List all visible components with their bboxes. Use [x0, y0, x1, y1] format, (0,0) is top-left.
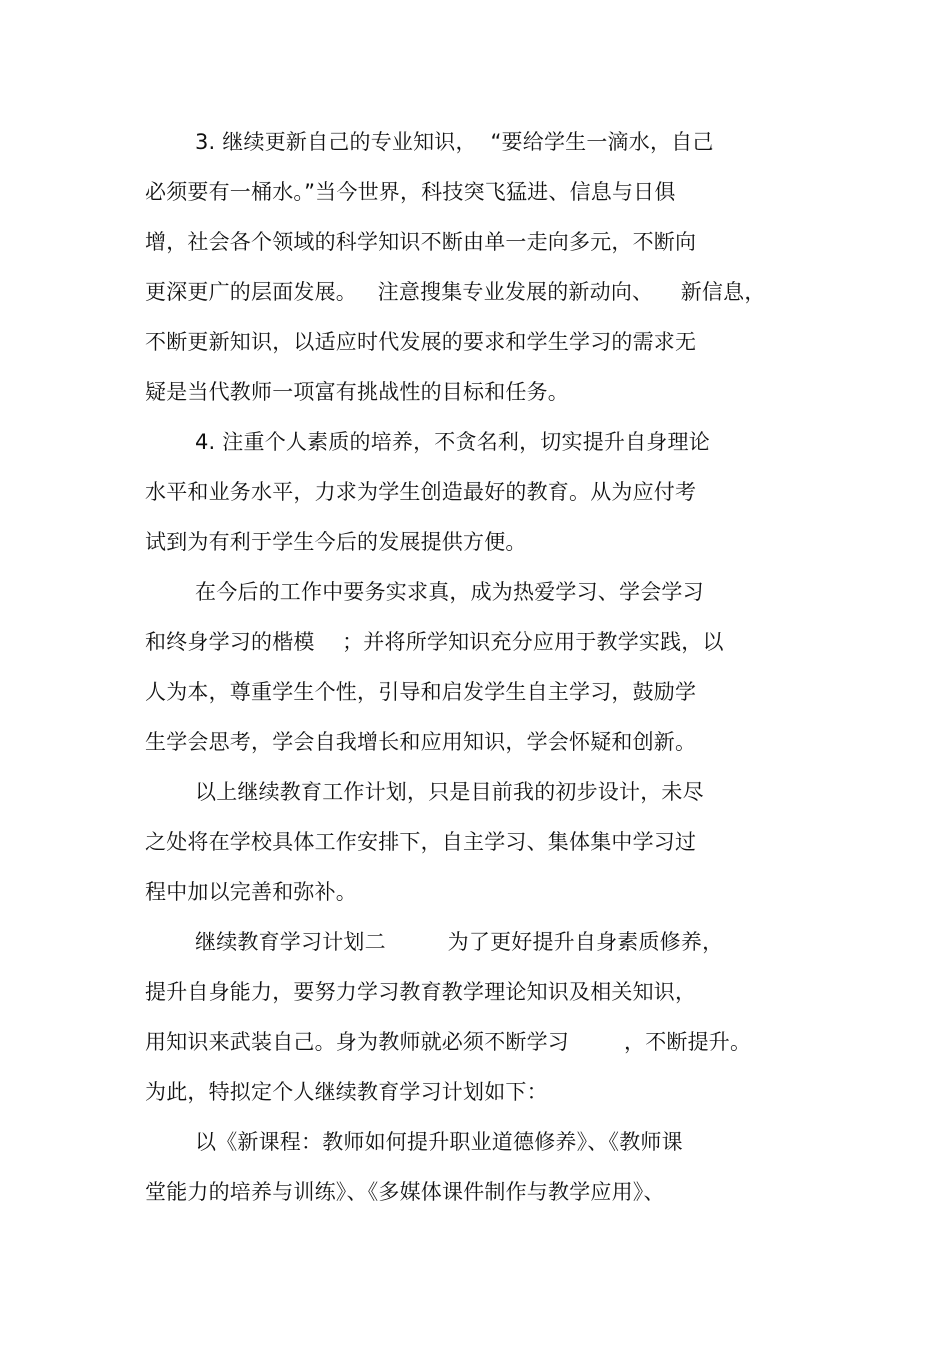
paragraph-line: 和终身学习的楷模 ；并将所学知识充分应用于教学实践，以	[145, 630, 724, 654]
paragraph-line: 堂能力的培养与训练》、《多媒体课件制作与教学应用》、	[145, 1180, 665, 1204]
paragraph-line: 在今后的工作中要务实求真，成为热爱学习、学会学习	[195, 580, 704, 604]
paragraph-line: 生学会思考，学会自我增长和应用知识，学会怀疑和创新。	[145, 730, 697, 754]
paragraph-line: 水平和业务水平，力求为学生创造最好的教育。从为应付考	[145, 480, 697, 504]
paragraph-line: 4. 注重个人素质的培养，不贪名利，切实提升自身理论	[195, 430, 710, 454]
paragraph-line: 以上继续教育工作计划，只是目前我的初步设计，未尽	[195, 780, 704, 804]
paragraph-line: 之处将在学校具体工作安排下，自主学习、集体集中学习过	[145, 830, 697, 854]
paragraph-line: 疑是当代教师一项富有挑战性的目标和任务。	[145, 380, 569, 404]
paragraph-line: 程中加以完善和弥补。	[145, 880, 357, 904]
paragraph-line: 更深更广的层面发展。 注意搜集专业发展的新动向、 新信息，	[145, 280, 766, 304]
paragraph-line: 必须要有一桶水。”当今世界，科技突飞猛进、信息与日俱	[145, 180, 676, 204]
paragraph-line: 继续教育学习计划二 为了更好提升自身素质修养，	[195, 930, 724, 954]
paragraph-line: 人为本，尊重学生个性，引导和启发学生自主学习，鼓励学	[145, 680, 697, 704]
paragraph-line: 为此，特拟定个人继续教育学习计划如下：	[145, 1080, 548, 1104]
paragraph-line: 3. 继续更新自己的专业知识， “要给学生一滴水，自己	[195, 130, 714, 154]
paragraph-line: 增，社会各个领域的科学知识不断由单一走向多元，不断向	[145, 230, 697, 254]
paragraph-line: 用知识来武装自己。身为教师就必须不断学习 ，不断提升。	[145, 1030, 752, 1054]
paragraph-line: 以《新课程：教师如何提升职业道德修养》、《教师课	[195, 1130, 683, 1154]
paragraph-line: 提升自身能力，要努力学习教育教学理论知识及相关知识，	[145, 980, 697, 1004]
paragraph-line: 不断更新知识，以适应时代发展的要求和学生学习的需求无	[145, 330, 697, 354]
paragraph-line: 试到为有利于学生今后的发展提供方便。	[145, 530, 527, 554]
